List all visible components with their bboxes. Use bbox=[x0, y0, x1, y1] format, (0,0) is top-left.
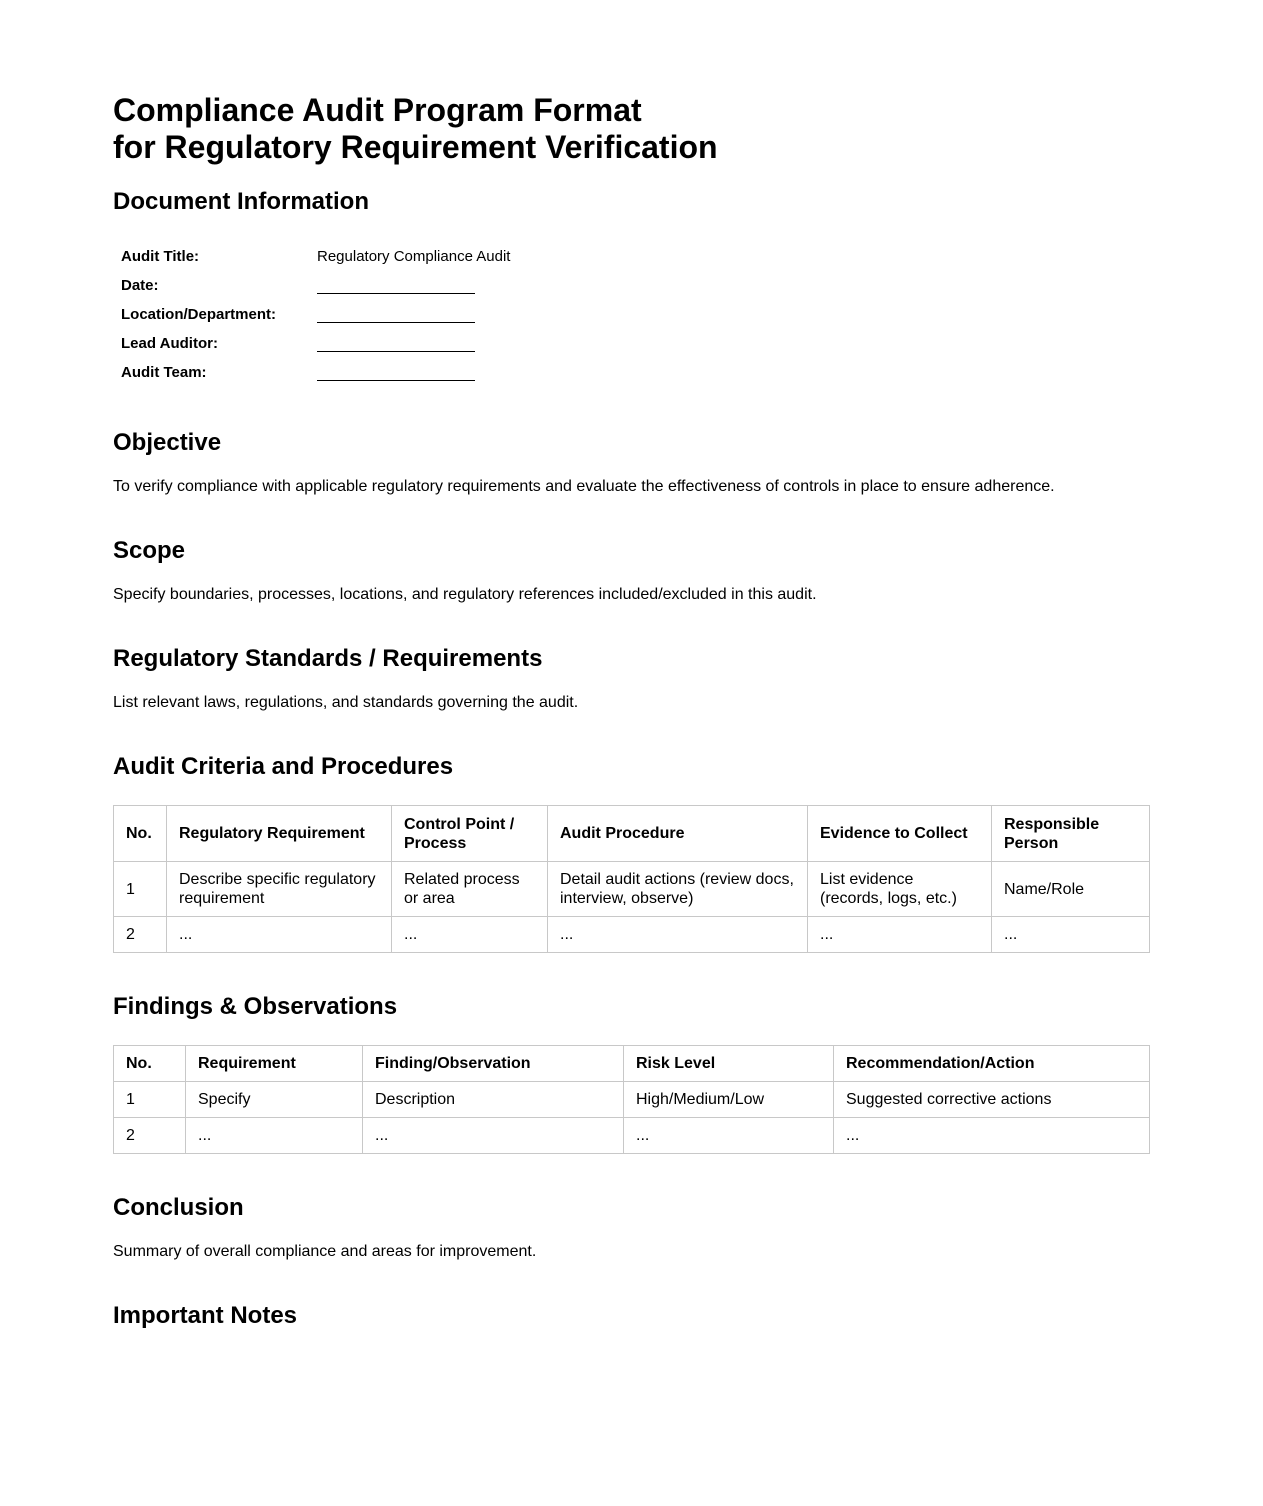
table-row bbox=[114, 917, 1150, 953]
criteria-table bbox=[113, 805, 1150, 953]
table-cell: Description bbox=[363, 1082, 624, 1118]
table-row bbox=[114, 1082, 1150, 1118]
table-cell: 2 bbox=[114, 1118, 186, 1154]
table-cell: 1 bbox=[114, 862, 167, 917]
column-header: No. bbox=[114, 1046, 186, 1082]
table-cell: 2 bbox=[114, 917, 167, 953]
table-row bbox=[114, 862, 1150, 917]
standards-text: List relevant laws, regulations, and standards governing the audit. bbox=[113, 694, 579, 711]
info-row-date bbox=[113, 271, 518, 300]
objective-heading: Objective bbox=[113, 429, 222, 456]
info-row-audit-team bbox=[113, 358, 518, 387]
table-cell: ... bbox=[363, 1118, 624, 1154]
column-header: Evidence to Collect bbox=[808, 806, 992, 862]
doc-info-heading: Document Information bbox=[113, 188, 369, 215]
column-header: Requirement bbox=[186, 1046, 363, 1082]
info-label: Date: bbox=[121, 277, 159, 294]
table-cell: High/Medium/Low bbox=[624, 1082, 834, 1118]
criteria-heading: Audit Criteria and Procedures bbox=[113, 753, 454, 780]
table-cell: ... bbox=[808, 917, 992, 953]
table-cell: Describe specific regulatory requirement bbox=[167, 862, 392, 917]
table-cell: Related process or area bbox=[392, 862, 548, 917]
table-cell: Detail audit actions (review docs, interview, observe) bbox=[548, 862, 808, 917]
table-cell: ... bbox=[167, 917, 392, 953]
table-row bbox=[114, 1118, 1150, 1154]
standards-heading: Regulatory Standards / Requirements bbox=[113, 645, 543, 672]
table-cell: ... bbox=[186, 1118, 363, 1154]
table-cell: ... bbox=[992, 917, 1150, 953]
info-label: Audit Title: bbox=[121, 248, 200, 265]
scope-heading: Scope bbox=[113, 537, 186, 564]
scope-text: Specify boundaries, processes, locations, and regulatory references included/excluded in this audit. bbox=[113, 586, 817, 603]
info-row-audit-title bbox=[113, 242, 518, 271]
notes-heading: Important Notes bbox=[113, 1302, 298, 1329]
document-title bbox=[113, 92, 1150, 166]
table-header-row bbox=[114, 1046, 1150, 1082]
column-header: Recommendation/Action bbox=[834, 1046, 1150, 1082]
title-line-1: Compliance Audit Program Format bbox=[113, 92, 642, 128]
audit-title-value: Regulatory Compliance Audit bbox=[317, 248, 511, 265]
column-header: Responsible Person bbox=[992, 806, 1150, 862]
info-row-location bbox=[113, 300, 518, 329]
lead-auditor-blank-field[interactable] bbox=[317, 335, 475, 352]
info-label: Location/Department: bbox=[121, 306, 277, 323]
info-row-lead-auditor bbox=[113, 329, 518, 358]
table-header-row bbox=[114, 806, 1150, 862]
column-header: Audit Procedure bbox=[548, 806, 808, 862]
info-label: Lead Auditor: bbox=[121, 335, 218, 352]
table-cell: ... bbox=[834, 1118, 1150, 1154]
table-cell: Suggested corrective actions bbox=[834, 1082, 1150, 1118]
conclusion-text: Summary of overall compliance and areas for improvement. bbox=[113, 1243, 537, 1260]
findings-table bbox=[113, 1045, 1150, 1154]
column-header: Finding/Observation bbox=[363, 1046, 624, 1082]
column-header: Control Point / Process bbox=[392, 806, 548, 862]
location-blank-field[interactable] bbox=[317, 306, 475, 323]
date-blank-field[interactable] bbox=[317, 277, 475, 294]
table-cell: List evidence (records, logs, etc.) bbox=[808, 862, 992, 917]
doc-info-table bbox=[113, 242, 518, 387]
table-cell: Name/Role bbox=[992, 862, 1150, 917]
title-line-2: for Regulatory Requirement Verification bbox=[113, 129, 718, 165]
table-cell: ... bbox=[548, 917, 808, 953]
table-cell: 1 bbox=[114, 1082, 186, 1118]
column-header: Regulatory Requirement bbox=[167, 806, 392, 862]
column-header: Risk Level bbox=[624, 1046, 834, 1082]
conclusion-heading: Conclusion bbox=[113, 1194, 244, 1221]
info-label: Audit Team: bbox=[121, 364, 207, 381]
column-header: No. bbox=[114, 806, 167, 862]
table-cell: ... bbox=[624, 1118, 834, 1154]
table-cell: ... bbox=[392, 917, 548, 953]
objective-text: To verify compliance with applicable regulatory requirements and evaluate the effectiveness of controls in place to ensure adherence. bbox=[113, 478, 1055, 495]
audit-team-blank-field[interactable] bbox=[317, 364, 475, 381]
table-cell: Specify bbox=[186, 1082, 363, 1118]
findings-heading: Findings & Observations bbox=[113, 993, 398, 1020]
